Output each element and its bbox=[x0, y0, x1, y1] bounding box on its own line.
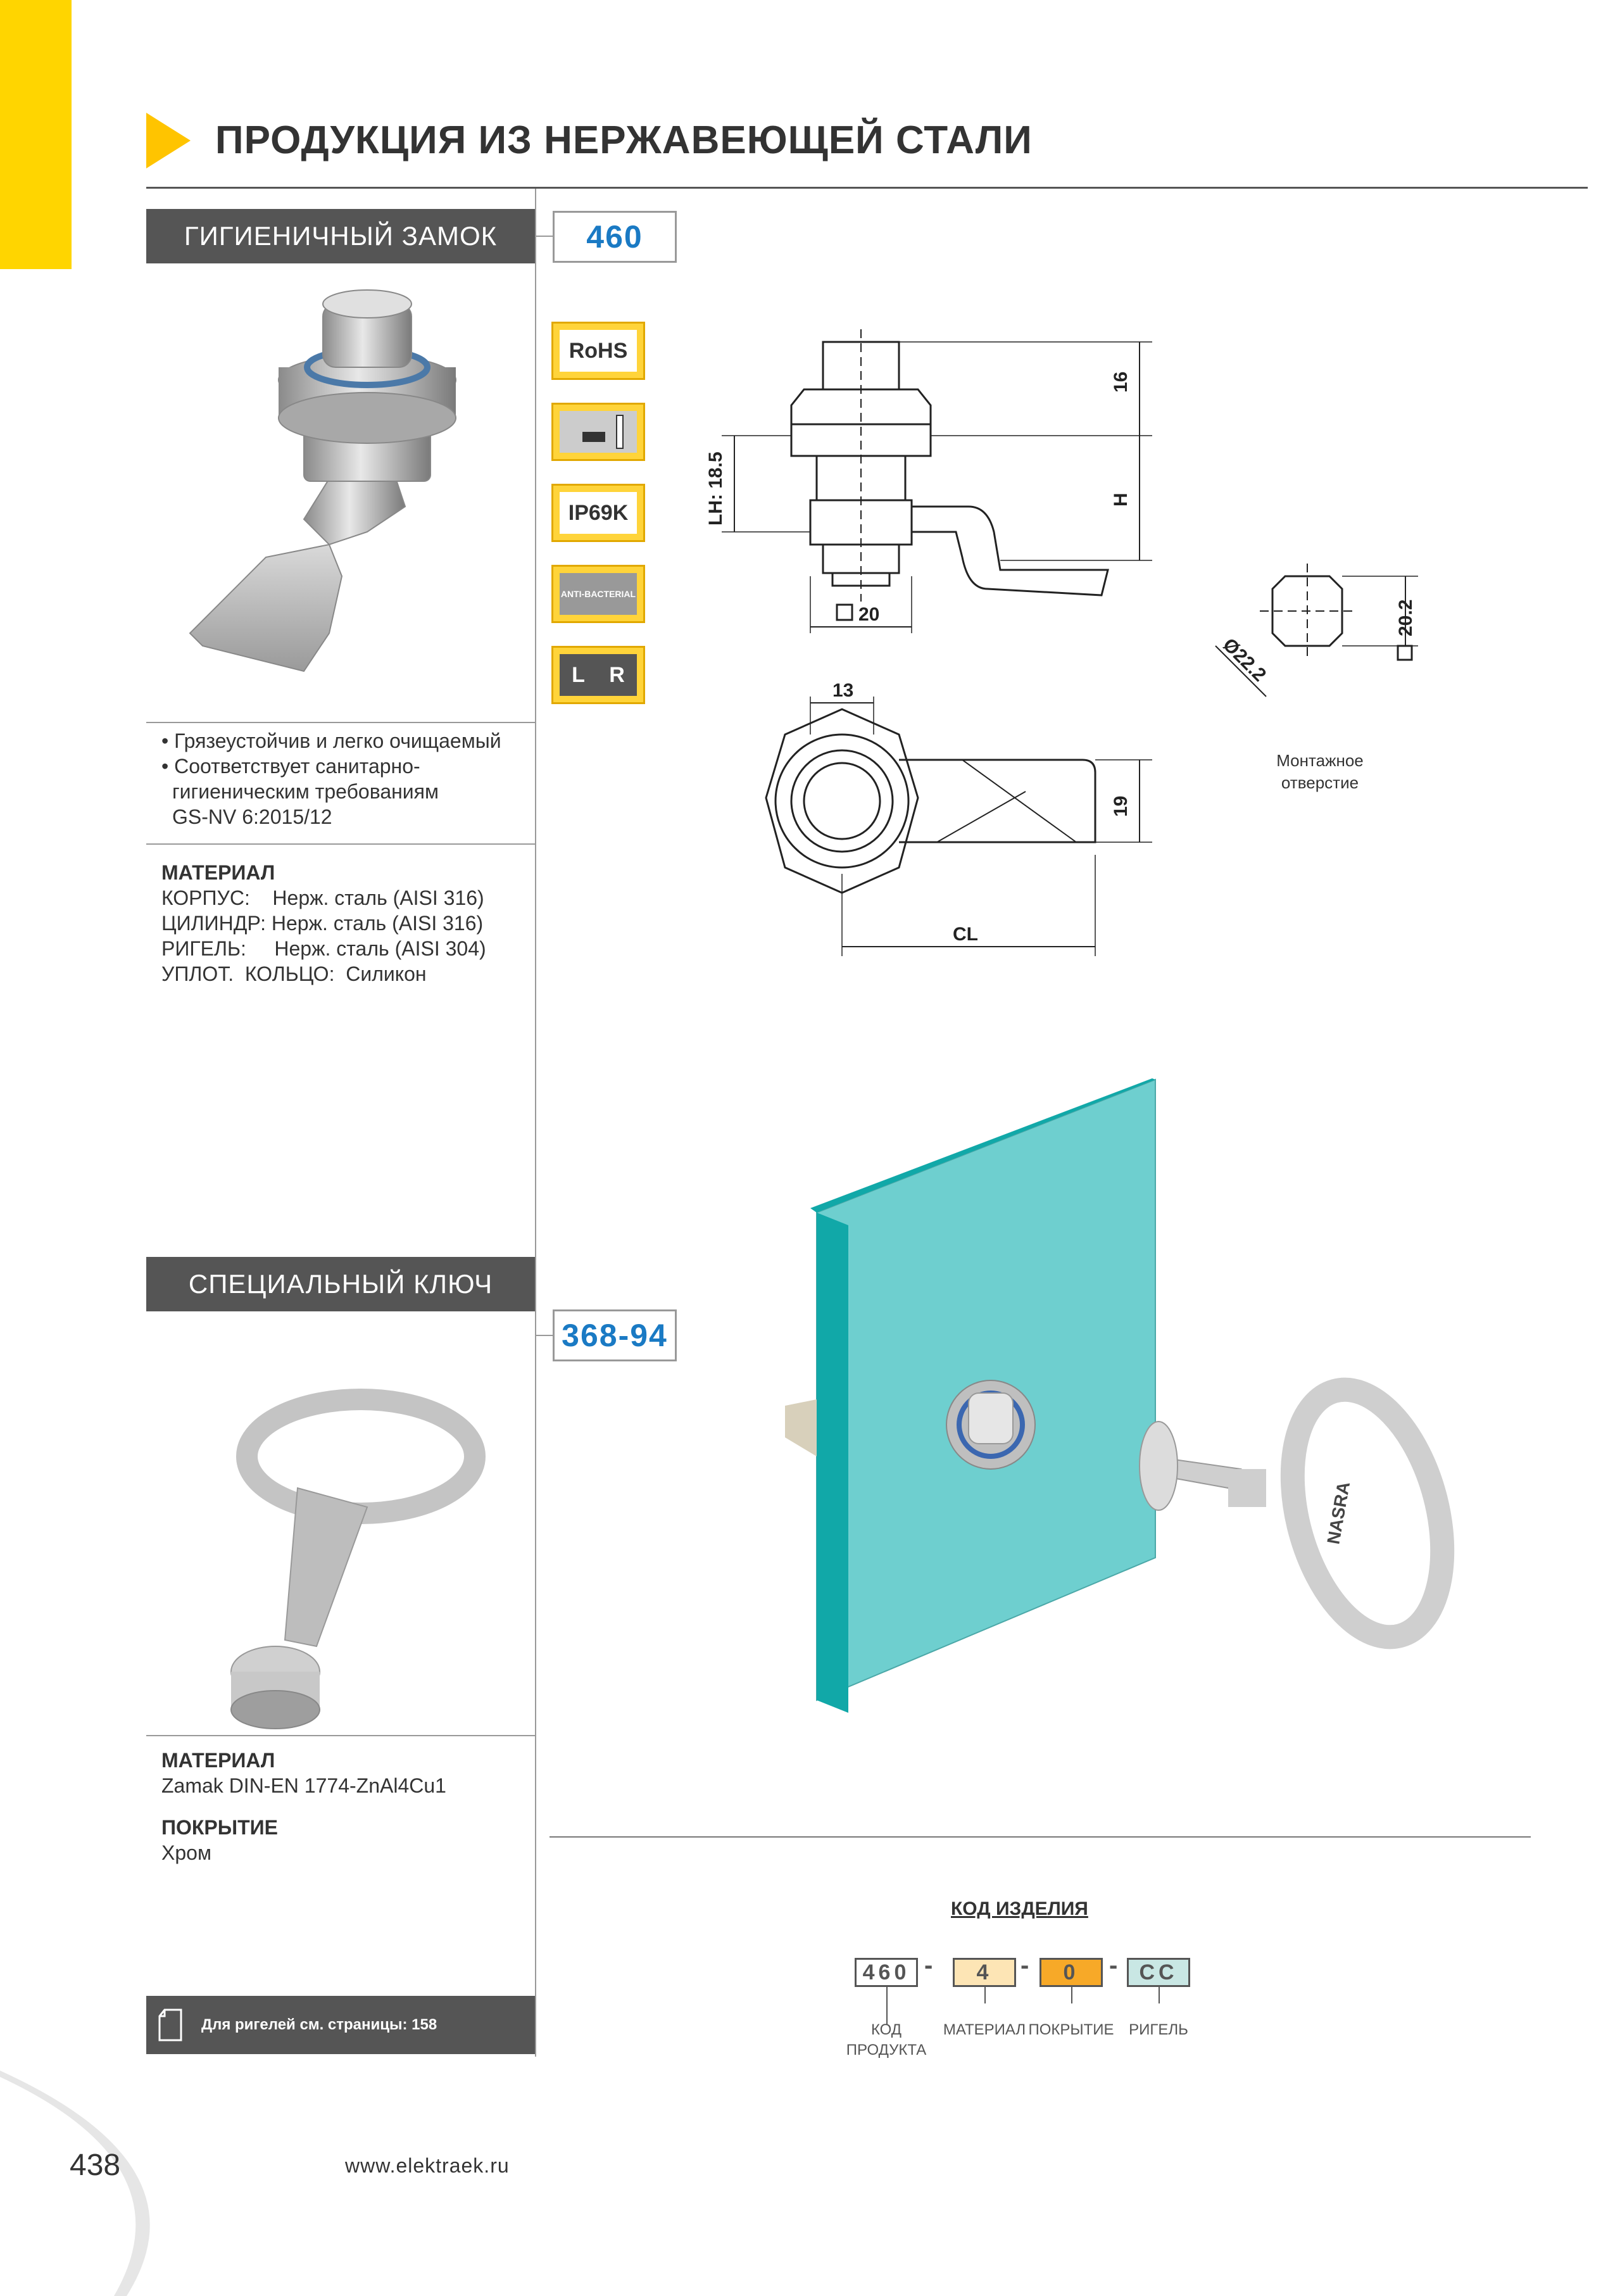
title-arrow-icon bbox=[146, 113, 191, 168]
divider bbox=[146, 1735, 535, 1736]
key-photo bbox=[177, 1380, 506, 1735]
dim-20: 20 bbox=[858, 604, 880, 625]
lock-section-title: ГИГИЕНИЧНЫЙ ЗАМОК bbox=[146, 209, 535, 263]
key-engraving: NASRA bbox=[1323, 1480, 1354, 1546]
installation-illustration bbox=[760, 1076, 1488, 1741]
ip69k-badge: IP69K bbox=[551, 484, 645, 542]
label-cam: РИГЕЛЬ bbox=[1129, 2021, 1188, 2038]
code-dash: - bbox=[1021, 1952, 1029, 1979]
note-text: Для ригелей см. страницы: 158 bbox=[201, 2016, 437, 2033]
label-material: МАТЕРИАЛ bbox=[943, 2021, 1026, 2038]
rohs-badge: RoHS bbox=[551, 322, 645, 380]
divider bbox=[146, 843, 535, 845]
dim-22-2: Ø22.2 bbox=[1219, 634, 1271, 686]
column-divider bbox=[535, 189, 536, 2057]
code-part-coating: 0 bbox=[1040, 1958, 1103, 1987]
dim-13: 13 bbox=[832, 680, 854, 701]
mount-hole-label-1: Монтажное bbox=[1276, 751, 1364, 770]
key-code: 368-94 bbox=[553, 1309, 677, 1361]
material-cylinder: ЦИЛИНДР: Нерж. сталь (AISI 316) bbox=[161, 912, 484, 935]
technical-drawing bbox=[696, 317, 1519, 988]
mount-hole-label-2: отверстие bbox=[1281, 773, 1359, 792]
key-section-title: СПЕЦИАЛЬНЫЙ КЛЮЧ bbox=[146, 1257, 535, 1311]
code-dash: - bbox=[924, 1952, 933, 1979]
code-part-cam: CC bbox=[1127, 1958, 1190, 1987]
product-code-heading: КОД ИЗДЕЛИЯ bbox=[951, 1898, 1088, 1919]
anti-bacterial-badge: ANTI-BACTERIAL bbox=[551, 565, 645, 623]
divider bbox=[146, 722, 535, 723]
panel-mount-glyph-icon bbox=[563, 413, 633, 451]
key-material-heading: МАТЕРИАЛ bbox=[161, 1749, 275, 1772]
page-icon bbox=[156, 2007, 186, 2043]
dim-lh: LH: 18.5 bbox=[705, 451, 726, 526]
feature-2: • Соответствует санитарно- bbox=[161, 755, 420, 778]
material-cam: РИГЕЛЬ: Нерж. сталь (AISI 304) bbox=[161, 937, 486, 960]
note-bar bbox=[146, 1996, 535, 2054]
code-connector bbox=[535, 1335, 554, 1336]
right-label: R bbox=[609, 662, 625, 687]
panel-mount-icon bbox=[551, 403, 645, 461]
page-title: ПРОДУКЦИЯ ИЗ НЕРЖАВЕЮЩЕЙ СТАЛИ bbox=[215, 118, 1033, 162]
lock-photo bbox=[177, 279, 519, 697]
footer-url[interactable]: www.elektraek.ru bbox=[345, 2154, 510, 2177]
dim-20-2: 20.2 bbox=[1395, 599, 1416, 636]
dim-19: 19 bbox=[1110, 795, 1131, 817]
code-dash: - bbox=[1109, 1952, 1118, 1979]
page-corner-decoration bbox=[0, 2071, 203, 2296]
key-coating: Хром bbox=[161, 1841, 211, 1864]
dim-cl: CL bbox=[953, 924, 978, 945]
key-coating-heading: ПОКРЫТИЕ bbox=[161, 1816, 278, 1839]
dim-16: 16 bbox=[1110, 371, 1131, 393]
code-part-product: 460 bbox=[855, 1958, 918, 1987]
page-number: 438 bbox=[70, 2148, 121, 2182]
left-right-badge bbox=[551, 646, 645, 704]
divider bbox=[550, 1836, 1531, 1838]
code-part-material: 4 bbox=[953, 1958, 1016, 1987]
lock-code: 460 bbox=[553, 211, 677, 263]
lock-material-heading: МАТЕРИАЛ bbox=[161, 861, 275, 884]
dim-h: H bbox=[1110, 493, 1131, 507]
feature-2-cont2: GS-NV 6:2015/12 bbox=[172, 805, 332, 828]
feature-2-cont: гигиеническим требованиям bbox=[172, 780, 439, 803]
key-material: Zamak DIN-EN 1774-ZnAl4Cu1 bbox=[161, 1774, 446, 1797]
material-body: КОРПУС: Нерж. сталь (AISI 316) bbox=[161, 886, 484, 909]
left-label: L bbox=[572, 662, 585, 687]
label-product-code: КОД ПРОДУКТА bbox=[846, 2021, 927, 2059]
label-coating: ПОКРЫТИЕ bbox=[1028, 2021, 1114, 2038]
material-seal: УПЛОТ. КОЛЬЦО: Силикон bbox=[161, 962, 427, 985]
code-connector bbox=[535, 236, 554, 237]
yellow-side-bar bbox=[0, 0, 72, 269]
feature-1: • Грязеустойчив и легко очищаемый bbox=[161, 729, 501, 752]
header-divider bbox=[146, 187, 1588, 189]
